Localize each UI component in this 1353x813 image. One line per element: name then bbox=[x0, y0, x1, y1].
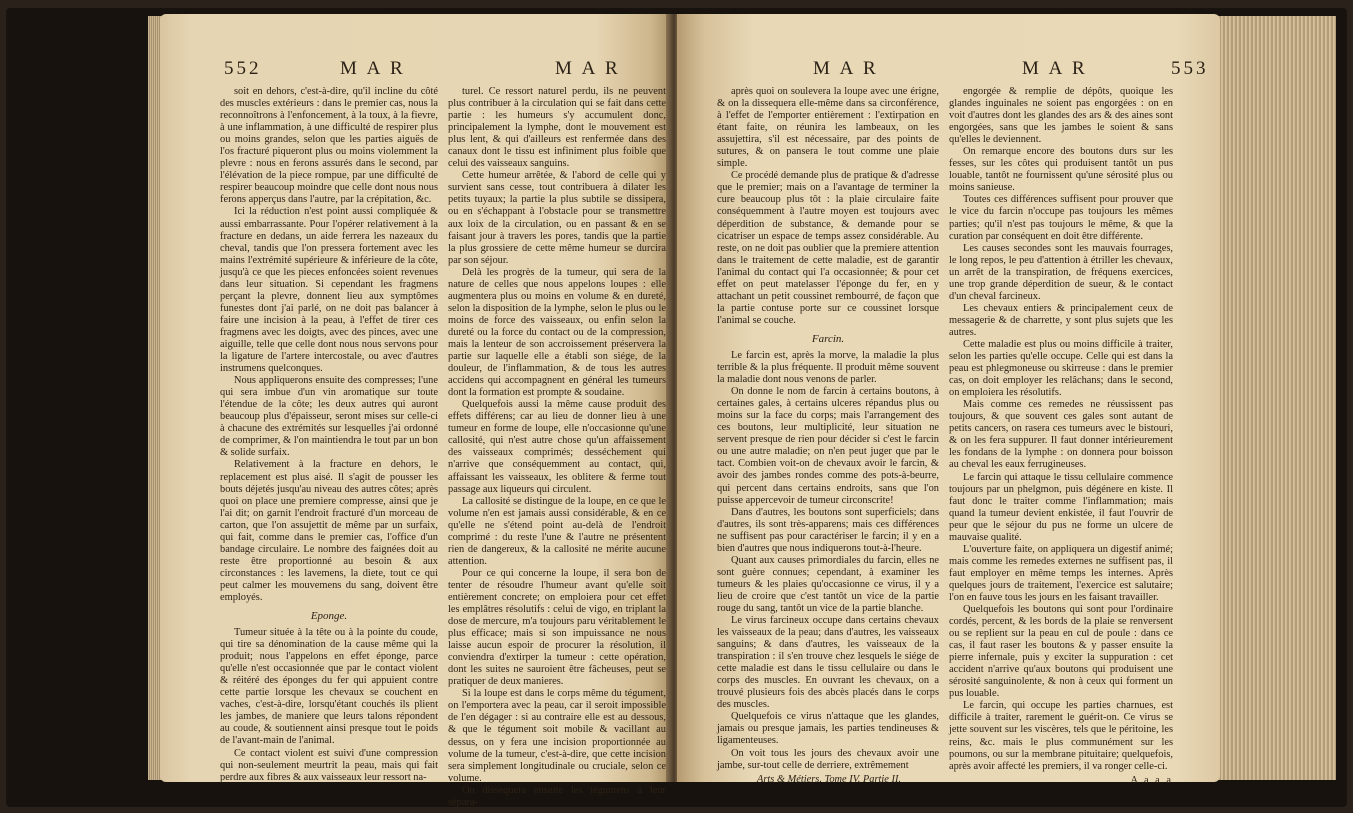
paragraph: Le farcin qui attaque le tissu cellulaire commence toujours par un phelgmon, puis dégénere en kiste. Il faut donc le traiter comme l'inflammation; mais quand la tumeur devient enkistée, il faut l'ouvrir de peur que le séjour du pus ne forme un ulcere de mauvaise qualité. bbox=[949, 471, 1173, 543]
paragraph: Delà les progrès de la tumeur, qui sera de la nature de celles que nous appelons loupes : elle augmentera plus ou moins en volume & en dureté, selon la disposition de la lymphe, selon le plus ou le moins de force des vaisseaux, ou enfin selon la dureté ou la force du contact ou de la compression, mais la lenteur de son accroissement préservera la partie sur laquelle elle a établi son siége, de la douleur, de l'inflammation, & de tous les autres accidens qui accompagnent en général les tumeurs dont la formation est prompte & soudaine. bbox=[448, 266, 666, 399]
header-word: M A R bbox=[340, 58, 406, 79]
paragraph: Les chevaux entiers & principalement ceux de messagerie & de charrette, y sont plus sujets que les autres. bbox=[949, 302, 1173, 338]
paragraph: Ici la réduction n'est point aussi compliquée & aussi embarrassante. Pour l'opérer relativement à la fracture en dedans, un aide ferrera les nazeaux du cheval, tandis que l'on pressera fortement avec les mains l'extrémité supérieure & inférieure de la côte, jusqu'à ce que les pieces enfoncées soient revenues dans leur situation. Si cependant les fragmens perçant la plevre, donnent lieu aux symptômes funestes dont j'ai parlé, on ne doit pas balancer à faire une incision à la peau, à l'effet de tirer ces fragmens avec les doigts, avec des pinces, avec une aiguille, telle que celle dont nous nous servons pour la ligature de l'artere intercostale, ou avec d'autres instrumens quelconques. bbox=[220, 206, 438, 375]
paragraph: engorgée & remplie de dépôts, quoique les glandes inguinales ne soient pas engorgées : on en voit d'autres dont les glandes des ars & des aines sont engorgées, sans que les jambes le soient & sans qu'elles le deviennent. bbox=[949, 86, 1173, 146]
paragraph: Le farcin, qui occupe les parties charnues, est difficile à traiter, rarement le guérit-on. Ce virus se jette souvent sur les viscères, tels que le péritoine, les reins, &c. mais le plus communément sur les poumons, ou sur la membrane pituitaire; quelquefois, après avoir affecté les premiers, il va ronger celle-ci. bbox=[949, 700, 1173, 772]
paragraph: Quelquefois ce virus n'attaque que les glandes, jamais ou presque jamais, les parties tendineuses & ligamenteuses. bbox=[717, 711, 939, 747]
paragraph: Mais comme ces remedes ne réussissent pas toujours, & que souvent ces gales sont autant de petits cancers, on rasera ces tumeurs avec le bistouri, & on les fera suppurer. Il faut donner intérieurement les fondans de la lymphe : on donnera pour boisson au cheval les eaux ferrugineuses. bbox=[949, 399, 1173, 471]
left-page bbox=[160, 14, 672, 808]
page-number: 552 bbox=[224, 58, 262, 79]
paragraph: Nous appliquerons ensuite des compresses; l'une qui sera imbue d'un vin aromatique sur toute l'étendue de la côte; les deux autres qui auront beaucoup plus d'épaisseur, seront mises sur celle-ci à chacune des extrémités sur lesquelles j'ai ordonné de comprimer, & l'on maintiendra le tout par un bon & solide surfaix. bbox=[220, 375, 438, 459]
left-column-2 bbox=[448, 86, 666, 808]
paragraph: On voit tous les jours des chevaux avoir une jambe, sur-tout celle de derriere, extrêmement bbox=[717, 747, 939, 771]
paragraph: Ce procédé demande plus de pratique & d'adresse que le premier; mais on a l'avantage de terminer la cure beaucoup plus tôt : la plaie circulaire faite conséquemment à l'autre moyen est toujours avec déperdition de substance, & demande pour se cicatriser un espace de temps assez considérable. Au reste, on ne doit pas oublier que la premiere attention dans le traitement de cette maladie, est de garantir l'animal du contact qui l'a occasionnée; & pour cet effet on peut matelasser l'éponge du fer, en y attachant un petit coussinet rembourré, de façon que la partie contuse porte sur ce coussinet lorsque l'animal se couche. bbox=[717, 170, 939, 326]
paragraph: On remarque encore des boutons durs sur les fesses, sur les côtes qui produisent tantôt un pus louable, tantôt ne fournissent qu'une sérosité plus ou moins sanieuse. bbox=[949, 146, 1173, 194]
header-word: M A R bbox=[813, 58, 879, 79]
paragraph: Tumeur située à la tête ou à la pointe du coude, qui tire sa dénomination de la cause même qui la produit; nous l'appelons en effet éponge, parce qu'elle n'est occasionnée que par le contact violent & réitéré des éponges du fer qui appuient contre cette partie lorsque les chevaux se couchent en vaches, c'est-à-dire, lorsqu'étant couchés ils plient les jambes, de maniere que leurs talons répondent au coude, & soutiennent ainsi presque tout le poids de l'avant-main de l'animal. bbox=[220, 627, 438, 747]
paragraph: Cette maladie est plus ou moins difficile à traiter, selon les parties qu'elle occupe. Celle qui est dans la peau est phlegmoneuse ou skirreuse : dans le premier cas, on doit employer les relâchans; dans le second, on emploiera les résolutifs. bbox=[949, 338, 1173, 399]
paragraph: après quoi on soulevera la loupe avec une érigne, & on la dissequera elle-même dans sa circonférence, à l'effet de l'emporter entièrement : l'extirpation en étant faite, on réunira les lambeaux, on les assujettira, s'il est nécessaire, par des points de sutures, & on pansera le tout comme une plaie simple. bbox=[717, 86, 939, 170]
paragraph: Quelquefois les boutons qui sont pour l'ordinaire cordés, percent, & les bords de la plaie se renversent ou se replient sur la peau en cul de poule : dans ce cas, il faut raser les boutons & y passer ensuite la pierre infernale, puis y exciter la suppuration : cet accident n'arrive qu'aux boutons qui produisent une sérosité sanguinolente, & non à ceux qui forment un pus louable. bbox=[949, 604, 1173, 700]
signature-mark: A a a a bbox=[1130, 774, 1173, 786]
paragraph: Pour ce qui concerne la loupe, il sera bon de tenter de résoudre l'humeur avant qu'elle soit entièrement concrete; on emploiera pour cet effet les emplâtres résolutifs : celui de vigo, en triplant la dose de mercure, m'a toujours paru véritablement le plus efficace; mais si son impuissance ne nous laisse aucun espoir de procurer la résolution, il conviendra d'extirper la tumeur : cette opération, dont les suites ne sauroient être fâcheuses, peut se pratiquer de deux manieres. bbox=[448, 567, 666, 688]
paragraph: Toutes ces différences suffisent pour prouver que le vice du farcin n'occupe pas toujours les mêmes parties; qu'il n'est pas toujours le même, & que la curation par conséquent en doit être différente. bbox=[949, 194, 1173, 242]
right-column-1 bbox=[717, 86, 939, 785]
paragraph: On dissequera ensuite les tégumens à leur sépara- bbox=[448, 784, 666, 808]
paragraph: L'ouverture faite, on appliquera un digestif animé; mais comme les remedes externes ne suffisent pas, il faut employer en même temps les internes. Après quelques jours de traitement, l'exercice est salutaire; l'on en fauve tous les jours en les faisant travailler. bbox=[949, 543, 1173, 603]
footer-line: Arts & Métiers. Tome IV. Partie II. bbox=[757, 773, 902, 785]
paragraph: soit en dehors, c'est-à-dire, qu'il incline du côté des muscles extérieurs : dans le premier cas, nous la reconnoîtrons à l'enfoncement, à la toux, à la fievre, à une inflammation, à une difficulté de respirer plus ou moins grandes, selon que les parties aiguës de l'os fracturé piqueront plus ou moins violemment la plevre : nous en ferons assurés dans le second, par l'élévation de la piece rompue, par une difficulté de respirer beaucoup moindre que celle dont nous nous ferons apperçus dans l'autre, par la crépitation, &c. bbox=[220, 86, 438, 206]
right-running-head bbox=[677, 58, 1220, 80]
right-column-2 bbox=[949, 86, 1173, 786]
section-heading: Farcin. bbox=[811, 332, 845, 345]
paragraph: Le farcin est, après la morve, la maladie la plus terrible & la plus fréquente. Il produit même souvent la maladie dont nous venons de parler. bbox=[717, 349, 939, 386]
paragraph: Le virus farcineux occupe dans certains chevaux les vaisseaux de la peau; dans d'autres, les vaisseaux sanguins; & dans d'autres, les vaisseaux de la transpiration : il s'en trouve chez lesquels le siége de cette maladie est dans le tissu cellulaire ou dans le corps des muscles. En ouvrant les chevaux, on a trouvé plusieurs fois des abcès placés dans le corps des muscles. bbox=[717, 615, 939, 711]
paragraph: Dans d'autres, les boutons sont superficiels; dans d'autres, ils sont très-apparens; mais ces différences ne suffisent pas pour caractériser le farcin; il y en a bien d'autres que nous indiquerons tout-à-l'heure. bbox=[717, 506, 939, 554]
paragraph: Si la loupe est dans le corps même du tégument, on l'emportera avec la peau, car il seroit impossible de l'en dégager : si au contraire elle est au dessous, & que le tégument soit mobile & vacillant au dessus, on y fera une incision proportionnée au volume de la tumeur, c'est-à-dire, que cette incision sera simplement longitudinale ou cruciale, selon ce volume. bbox=[448, 688, 666, 784]
right-page bbox=[677, 14, 1220, 786]
header-word: M A R bbox=[1022, 58, 1088, 79]
header-word: M A R bbox=[555, 58, 621, 79]
paragraph: Cette humeur arrêtée, & l'abord de celle qui y survient sans cesse, tout contribuera à dilater les petits tuyaux; la partie la plus subtile se dissipera, ou en s'échappant à l'obstacle pour se transmettre aux loix de la circulation, ou en passant & en se faisant jour à travers les pores, tandis que la partie la plus grossiere de cette même humeur se durcira par son séjour. bbox=[448, 170, 666, 266]
paragraph: La callosité se distingue de la loupe, en ce que le volume n'en est jamais aussi considérable, & en ce qu'elle ne s'étend point au-delà de l'endroit comprimé : du reste l'une & l'autre ne présentent rien de dangereux, & la callosité ne mérite aucune attention. bbox=[448, 495, 666, 567]
paragraph: Ce contact violent est suivi d'une compression qui non-seulement meurtrit la peau, mais qui fait perdre aux fibres & aux vaisseaux leur ressort na- bbox=[220, 747, 438, 783]
paragraph: Relativement à la fracture en dehors, le replacement est plus aisé. Il s'agit de pousser les bouts déjetés jusqu'au niveau des autres côtes; après quoi on place une premiere compresse, ainsi que je l'ai dit; on garnit l'endroit fracturé d'un morceau de carton, que l'on assujettit de même par un surfaix, qui fait, comme dans le premier cas, l'office d'un bandage circulaire. Le nombre des faignées doit au reste être proportionné au besoin & aux circonstances : les lavemens, la diete, tout ce qui peut calmer les mouvemens du sang, doivent être employés. bbox=[220, 459, 438, 603]
section-heading: Eponge. bbox=[310, 610, 348, 623]
paragraph: Les causes secondes sont les mauvais fourrages, le long repos, le peu d'attention à étriller les chevaux, un arrêt de la transpiration, de fréquens exercices, une trop grande déperdition de sueur, & le contact d'un cheval farcineux. bbox=[949, 242, 1173, 302]
right-page-edges bbox=[1218, 16, 1336, 780]
left-running-head bbox=[160, 58, 672, 80]
paragraph: On donne le nom de farcin à certains boutons, à certaines gales, à certains ulceres répandus plus ou moins sur la face du corps; mais l'arrangement des ces boutons, leur multiplicité, leur situation ne servent presque de rien pour décider si c'est le farcin ou une autre maladie; on n'en peut juger que par le tact. Combien voit-on de chevaux avoir le farcin, & avoir des jambes rondes comme des pots-à-beurre, qui percent dans certains endroits, sans que l'on puisse appercevoir de tumeur circonscrite! bbox=[717, 386, 939, 506]
left-column-1 bbox=[220, 86, 438, 782]
paragraph: turel. Ce ressort naturel perdu, ils ne peuvent plus contribuer à la circulation qui se fait dans cette partie : les humeurs s'y accumulent donc, principalement la lymphe, dont le mouvement est plus lent, & qui d'ailleurs est renfermée dans des canaux dont le tissu est infiniment plus foible que celui des vaisseaux sanguins. bbox=[448, 86, 666, 170]
page-number: 553 bbox=[1171, 58, 1209, 79]
paragraph: Quant aux causes primordiales du farcin, elles ne sont guère connues; cependant, à examiner les tumeurs & les plaies qu'occasionne ce virus, il y a lieu de croire que c'est tantôt un vice de la partie rouge du sang, tantôt un vice de la partie blanche. bbox=[717, 554, 939, 614]
paragraph: Quelquefois aussi la même cause produit des effets différens; car au lieu de donner lieu à une tumeur en forme de loupe, elle n'occasionne qu'une callosité, qui n'est autre chose qu'un affaissement des vaisseaux comprimés; desséchement qui n'arrive que conséquemment au contact, qui, affaissant les vaisseaux, les oblitere & ferme tout passage aux liqueurs qui circulent. bbox=[448, 399, 666, 495]
